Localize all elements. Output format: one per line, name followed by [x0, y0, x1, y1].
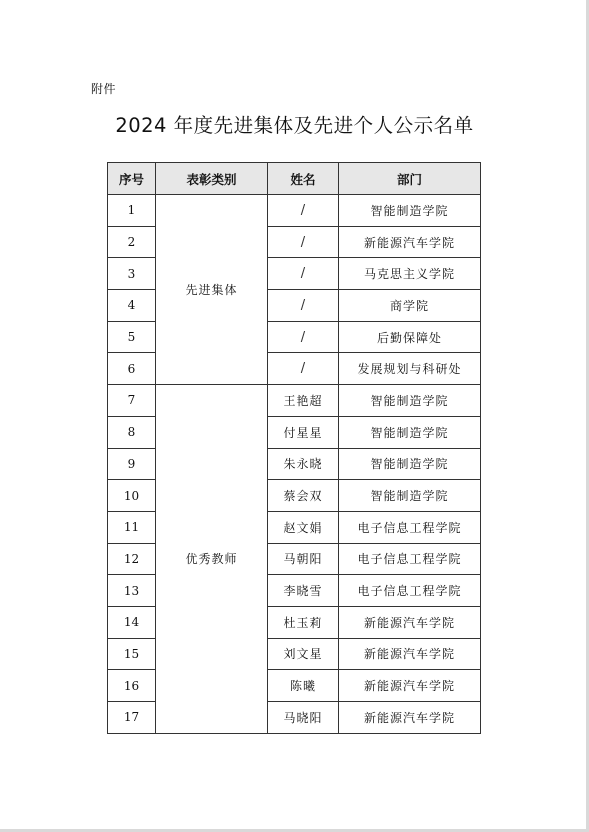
cell-name: 马晓阳 [268, 702, 339, 734]
cell-department: 电子信息工程学院 [339, 543, 481, 575]
table-row [108, 385, 481, 417]
cell-department: 后勤保障处 [339, 321, 481, 353]
cell-department: 新能源汽车学院 [339, 226, 481, 258]
header-department: 部门 [339, 163, 481, 195]
cell-serial-number: 16 [108, 670, 156, 702]
cell-name: / [268, 258, 339, 290]
cell-name: 陈曦 [268, 670, 339, 702]
cell-award-category: 优秀教师 [156, 385, 268, 734]
cell-serial-number: 15 [108, 638, 156, 670]
award-list-table [107, 162, 481, 734]
cell-award-category: 先进集体 [156, 195, 268, 385]
cell-department: 商学院 [339, 290, 481, 322]
table-header-row [108, 163, 481, 195]
cell-department: 智能制造学院 [339, 448, 481, 480]
cell-name: / [268, 290, 339, 322]
header-award-category: 表彰类别 [156, 163, 268, 195]
cell-name: / [268, 195, 339, 227]
cell-name: / [268, 226, 339, 258]
cell-serial-number: 5 [108, 321, 156, 353]
cell-serial-number: 14 [108, 606, 156, 638]
cell-serial-number: 1 [108, 195, 156, 227]
cell-serial-number: 11 [108, 511, 156, 543]
page-title: 2024 年度先进集体及先进个人公示名单 [115, 114, 474, 137]
cell-name: 杜玉莉 [268, 606, 339, 638]
cell-name: 蔡会双 [268, 480, 339, 512]
cell-serial-number: 12 [108, 543, 156, 575]
cell-serial-number: 7 [108, 385, 156, 417]
cell-department: 发展规划与科研处 [339, 353, 481, 385]
cell-department: 新能源汽车学院 [339, 702, 481, 734]
cell-name: 李晓雪 [268, 575, 339, 607]
cell-serial-number: 17 [108, 702, 156, 734]
table-row [108, 195, 481, 227]
header-name: 姓名 [268, 163, 339, 195]
cell-name: 朱永晓 [268, 448, 339, 480]
cell-department: 智能制造学院 [339, 480, 481, 512]
cell-serial-number: 10 [108, 480, 156, 512]
header-serial-number: 序号 [108, 163, 156, 195]
cell-serial-number: 4 [108, 290, 156, 322]
cell-name: / [268, 353, 339, 385]
cell-department: 新能源汽车学院 [339, 670, 481, 702]
cell-serial-number: 2 [108, 226, 156, 258]
cell-name: / [268, 321, 339, 353]
cell-department: 新能源汽车学院 [339, 606, 481, 638]
cell-name: 付星星 [268, 416, 339, 448]
cell-serial-number: 9 [108, 448, 156, 480]
cell-serial-number: 3 [108, 258, 156, 290]
cell-department: 智能制造学院 [339, 416, 481, 448]
cell-department: 马克思主义学院 [339, 258, 481, 290]
cell-serial-number: 8 [108, 416, 156, 448]
cell-department: 智能制造学院 [339, 195, 481, 227]
cell-name: 刘文星 [268, 638, 339, 670]
cell-name: 赵文娟 [268, 511, 339, 543]
cell-name: 马朝阳 [268, 543, 339, 575]
cell-department: 智能制造学院 [339, 385, 481, 417]
cell-department: 新能源汽车学院 [339, 638, 481, 670]
cell-name: 王艳超 [268, 385, 339, 417]
cell-serial-number: 13 [108, 575, 156, 607]
table-body [108, 195, 481, 734]
cell-department: 电子信息工程学院 [339, 575, 481, 607]
cell-serial-number: 6 [108, 353, 156, 385]
cell-department: 电子信息工程学院 [339, 511, 481, 543]
attachment-label: 附件 [91, 82, 117, 96]
